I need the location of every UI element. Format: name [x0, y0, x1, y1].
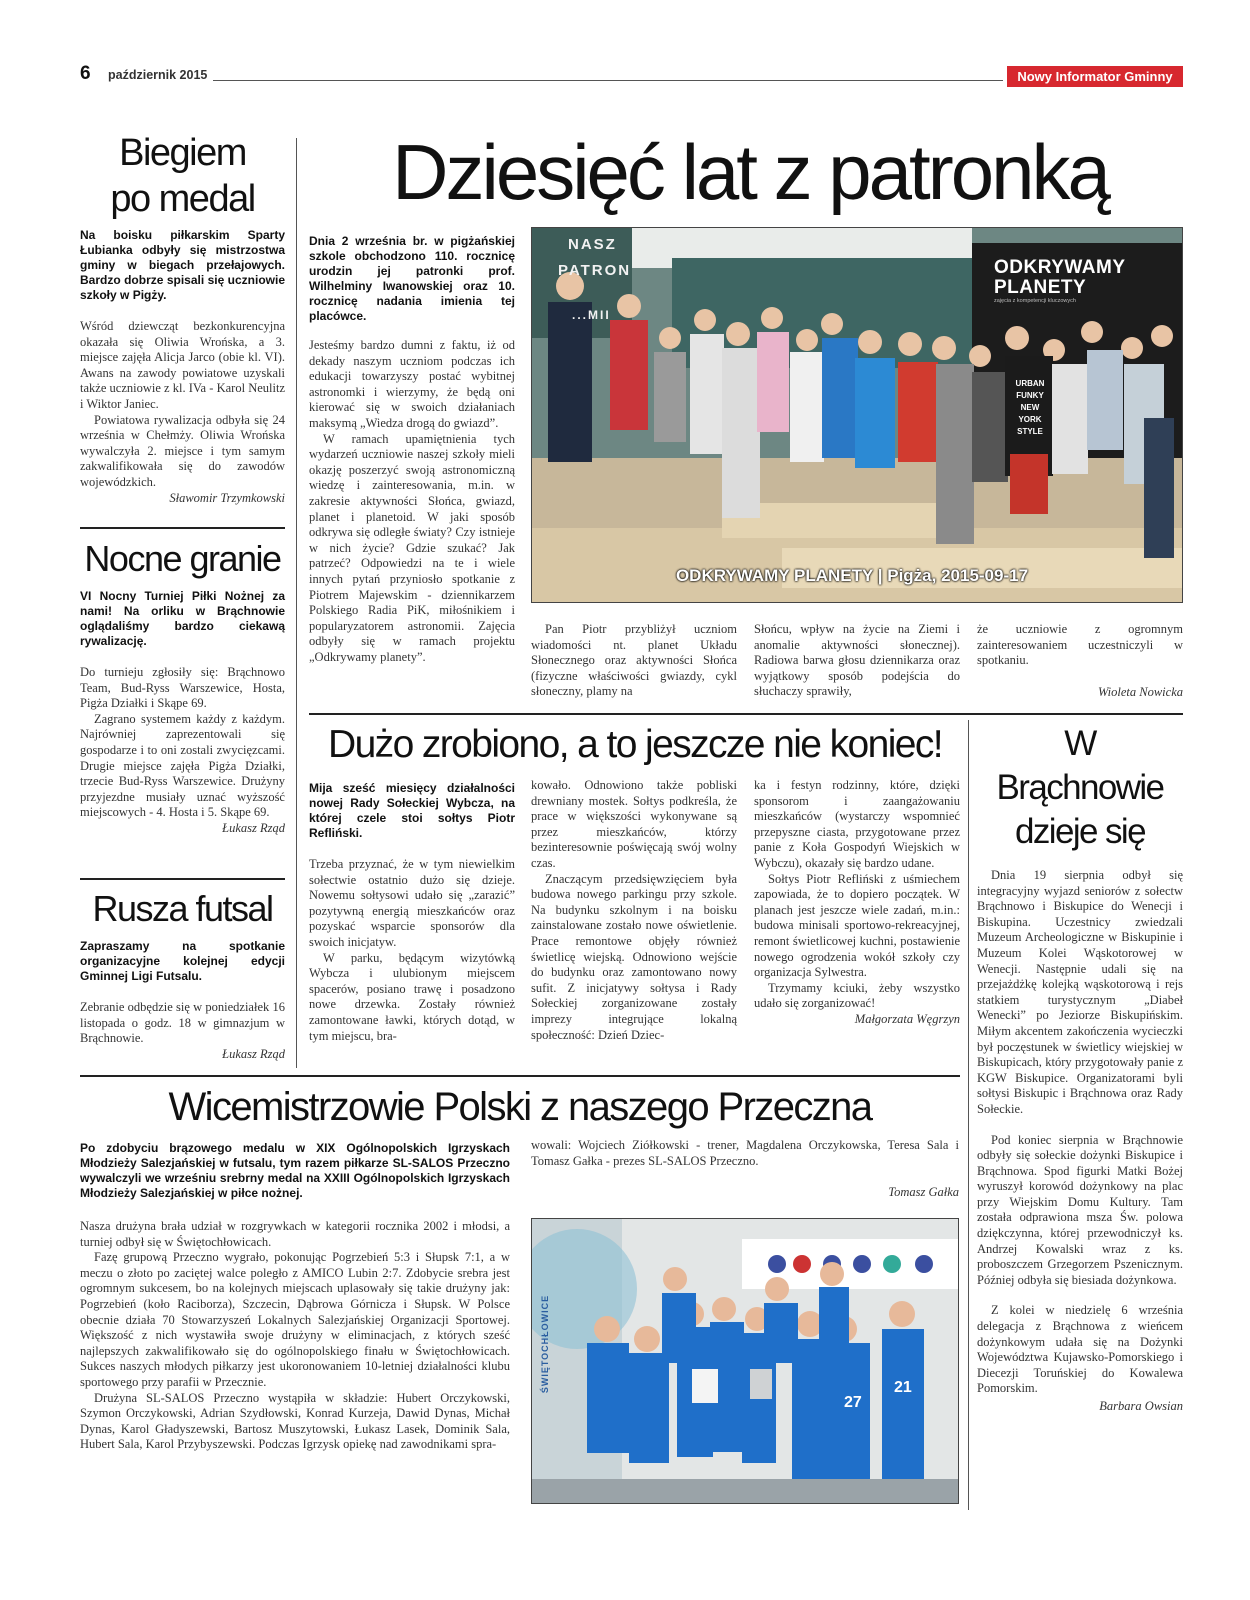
title-line: po medal — [110, 178, 255, 220]
article-wicemistrz-col1 — [80, 1141, 510, 1453]
jersey-number: 27 — [844, 1394, 862, 1411]
article-body — [977, 868, 1183, 1397]
page-number: 6 — [80, 63, 91, 84]
page-header — [80, 63, 1183, 88]
board-text-nasz: NASZ — [568, 236, 617, 253]
section-divider — [80, 878, 285, 880]
paragraph: Nasza drużyna brała udział w rozgrywkach w kategorii rocznika 2002 i młodsi, a turniej odbył się w Świętochłowicach. — [80, 1219, 510, 1249]
author-signature: Sławomir Trzymkowski — [169, 490, 285, 505]
article-lead: Zapraszamy na spotkanie organizacyjne kolejnej edycji Gminnej Ligi Futsalu. — [80, 939, 285, 983]
shirt-print — [1010, 378, 1050, 438]
author-signature: Łukasz Rząd — [222, 1046, 285, 1061]
author-signature: Tomasz Gałka — [888, 1185, 959, 1200]
article-title: Rusza futsal — [92, 888, 273, 929]
paragraph: ka i festyn rodzinny, które, dzięki sponsorom i zaangażowaniu mieszkańców (wystarczy wspomnieć przepyszne ciasta, przygotowane przez panie z Koła Gospodyń Wiejskich w Wybczu), okazały się bardzo udane. — [754, 778, 960, 870]
paragraph: Zagrano systemem każdy z każdym. Najrówniej zaprezentowali się gospodarze i to oni zostali zwycięzcami. Drugie miejsce zajęła Pigża Działki, trzecie Bud-Ryss Warszewice. Drużyny przyjezdne musiały uznać wyższość miejscowych - 4. Hosta i 5. Skąpe 69. — [80, 711, 285, 820]
header-rule — [213, 80, 1003, 81]
team-photo-illustration — [532, 1219, 959, 1504]
column-divider — [296, 138, 297, 1068]
article-title — [80, 130, 285, 222]
banner-line: ODKRYWAMY — [994, 257, 1126, 278]
brand-name: Nowy Informator Gminny — [1017, 69, 1173, 84]
article-lead: Dnia 2 września br. w pigżańskiej szkole obchodzono 110. rocznicę urodzin jej patronki prof. Wilhelminy Iwanowskiej oraz 10. rocznicę nadania imienia tej placówce. — [309, 234, 515, 323]
article-title — [977, 722, 1183, 854]
shirt-line: URBAN — [1015, 379, 1045, 388]
paragraph: wowali: Wojciech Ziółkowski - trener, Magdalena Orczykowska, Teresa Sala i Tomasz Gałka - prezes SL-SALOS Przeczno. — [531, 1138, 959, 1168]
banner-line: PLANETY — [994, 277, 1087, 298]
article-lead: Mija sześć miesięcy działalności nowej Rady Sołeckiej Wybcza, na której czele stoi sołtys Piotr Refliński. — [309, 781, 515, 840]
article-body — [80, 665, 285, 821]
classroom-photo — [531, 227, 1183, 603]
shirt-line: FUNKY — [1016, 391, 1044, 400]
paragraph: Dnia 19 sierpnia odbył się integracyjny wyjazd seniorów z sołectw Brąchnowo i Biskupice do Wenecji i Biskupina. Uczestnicy zwiedzali Muzeum Archeologiczne w Biskupinie i Muzeum Kolei Wąskotorowej w Wenecji. Następnie udali się na przejażdżkę kolejką wąskotorową i rejs statkiem turystycznym „Diabeł Wenecki” po Jeziorze Biskupińskim. Miłym akcentem zakończenia wycieczki był poczęstunek w świetlicy wiejskiej w Biskupicach, który przygotowały panie z KGW Biskupice. Organizatorami byli sołtysi Biskupic i Brąchnowa oraz Rady Sołeckie. — [977, 868, 1183, 1116]
banner-odkrywamy — [994, 258, 1126, 304]
section-divider — [80, 1075, 960, 1077]
article-body — [80, 319, 285, 491]
paragraph: Jesteśmy bardzo dumni z faktu, iż od dekady naszym uczniom podczas ich edukacji towarzyszy postać wybitnej astronomki i wierzymy, że będą oni kierować się w swoich działaniach maksymą „Wiedza drogą do gwiazd”. — [309, 338, 515, 430]
article-title: Dużo zrobiono, a to jeszcze nie koniec! — [328, 723, 942, 766]
article-title: Nocne granie — [84, 538, 281, 579]
paragraph: Wśród dziewcząt bezkonkurencyjna okazała się Oliwia Wrońska, a 3. miejsce zajęła Alicja Jarco (obie kl. VI). Awans na zawody powiatowe uzyskali także uczniowie z kl. IVa - Karol Neulitz i Wiktor Janiec. — [80, 319, 285, 411]
jersey-number: 21 — [894, 1379, 912, 1396]
paragraph: Słońcu, wpływ na życie na Ziemi i anomalie aktywności słonecznej). Radiowa barwa głosu dziennikarza oraz wyjątkowy sposób podejścia do słuchaczy sprawiły, — [754, 622, 960, 699]
article-body — [80, 1000, 285, 1047]
title-line: Biegiem — [119, 132, 246, 174]
banner-subline: zajęcia z kompetencji kluczowych — [994, 298, 1076, 304]
brand-box — [1007, 66, 1183, 87]
paragraph: Sołtys Piotr Refliński z uśmiechem zapowiada, że to dopiero początek. W planach jest jeszcze wiele zadań, m.in.: budowa minisali sportowo-rekreacyjnej, remont świetlicowej kuchni, postawienie nowego ogrodzenia wokół szkoły czy organizacja Sylwestra. — [754, 871, 960, 980]
article-lead: Po zdobyciu brązowego medalu w XIX Ogólnopolskich Igrzyskach Młodzieży Salezjańskiej w futsalu, tym razem piłkarze SL-SALOS Przeczno wywalczyli we wrześniu srebrny medal na XXIII Ogólnopolskich Igrzyskach Młodzieży Salezjańskiej w piłce nożnej. — [80, 1141, 510, 1200]
paragraph: Drużyna SL-SALOS Przeczno wystąpiła w składzie: Hubert Orczykowski, Szymon Orczykowski, Adrian Szydłowski, Konrad Kurzeja, Dawid Dynas, Michał Dynas, Karol Gładyszewski, Bartosz Muszytowski, Łukasz Lasek, Dominik Sala, Hubert Sala, Karol Przybyszewski. Podczas Igrzysk opiekę nad zawodnikami spra- — [80, 1390, 510, 1452]
article-body — [309, 857, 515, 1044]
paragraph: Powiatowa rywalizacja odbyła się 24 września w Chełmży. Oliwia Wrońska wywalczyła 2. miejsce i tym samym zakwalifikowała się do zawodów wojewódzkich. — [80, 412, 285, 489]
issue-date: październik 2015 — [108, 68, 208, 82]
paragraph: Do turnieju zgłosiły się: Brąchnowo Team, Bud-Ryss Warszewice, Hosta, Pigża Działki i Skąpe 69. — [80, 665, 285, 711]
author-signature: Łukasz Rząd — [222, 820, 285, 835]
board-text-mii: ...MII — [572, 308, 611, 322]
paragraph: Pan Piotr przybliżył uczniom wiadomości nt. planet Układu Słonecznego oraz aktywności Słońca (fizyczne właściwości gwiazdy, cykl słoneczny, plamy na — [531, 622, 737, 699]
article-brachnowie — [977, 722, 1183, 1414]
article-title: Wicemistrzowie Polski z naszego Przeczna — [168, 1085, 872, 1129]
paragraph: W ramach upamiętnienia tych wydarzeń uczniowie naszej szkoły mieli okazję poszerzyć swoją astronomiczną wiedzę i zainteresowania, m.in. w zakresie aktywności Słońca, gwiazd, planet i planetoid. W jaki sposób odkrywa się odległe światy? Czy istnieje w nich życie? Gdzie szukać? Jak patrzeć? Odpowiedzi na te i wiele innych pytań przyniosło spotkanie z Piotrem Majewskim - dziennikarzem Polskiego Radia PiK, miłośnikiem i popularyzatorem astronomii. Zajęcia odbyły się w ramach projektu „Odkrywamy planety”. — [309, 431, 515, 664]
article-patronka-col1 — [309, 234, 515, 665]
article-duzo-col3 — [754, 778, 960, 1027]
article-futsal — [80, 887, 285, 1062]
paragraph: Pod koniec sierpnia w Brąchnowie odbyły się sołeckie dożynki Biskupice i Brąchnowa. Spod figurki Matki Bożej wyruszył korowód dożynkowy na plac przy Wiejskim Domu Kultury. Tam została odprawiona msza Św. polowa dziękczynna, której przewodniczył ks. Andrzej Kowalski wraz z ks. proboszczem Grzegorzem Pszenicznym. Później odbyła się biesiada dożynkowa. — [977, 1132, 1183, 1287]
paragraph: Trzymamy kciuki, żeby wszystko udało się zorganizować! — [754, 980, 960, 1011]
article-patronka-col4 — [977, 622, 1183, 700]
article-lead: VI Nocny Turniej Piłki Nożnej za nami! Na orliku w Brąchnowie oglądaliśmy bardzo ciekawą rywalizację. — [80, 589, 285, 648]
title-line: dzieje się — [1015, 812, 1145, 851]
section-divider — [309, 713, 1183, 715]
team-photo — [531, 1218, 959, 1504]
paragraph: Trzeba przyznać, że w tym niewielkim sołectwie ostatnio dużo się dzieje. Nowemu sołtysowi udało się „zarazić” pozytywną energią mieszkańców oraz pozyskać wsparcie sponsorów dla swoich inicjatyw. — [309, 857, 515, 949]
author-signature: Wioleta Nowicka — [1097, 684, 1183, 699]
author-signature: Małgorzata Węgrzyn — [854, 1011, 960, 1026]
article-duzo-col1 — [309, 781, 515, 1044]
article-duzo-col2 — [531, 778, 737, 1043]
event-banner-text: ŚWIĘTOCHŁOWICE — [540, 1294, 551, 1394]
article-body — [309, 338, 515, 665]
paragraph: Zebranie odbędzie się w poniedziałek 16 listopada o godz. 18 w gimnazjum w Brąchnowie. — [80, 1000, 285, 1046]
column-divider — [968, 720, 969, 1510]
title-line: W Brąchnowie — [996, 724, 1164, 807]
article-patronka-col2 — [531, 622, 737, 700]
article-nocne — [80, 537, 285, 836]
article-body — [80, 1219, 510, 1453]
paragraph: Z kolei w niedzielę 6 września delegacja z Brąchnowa z wieńcem dożynkowym udała się na Dożynki Województwa Kujawsko-Pomorskiego i Diecezji Toruńskiej do Kowalewa Pomorskim. — [977, 1303, 1183, 1396]
article-wicemistrz-col2 — [531, 1138, 959, 1200]
paragraph: że uczniowie z ogromnym zainteresowaniem uczestniczyli w spotkaniu. — [977, 622, 1183, 668]
article-patronka-col3 — [754, 622, 960, 700]
article-biegiem — [80, 130, 285, 506]
paragraph: Fazę grupową Przeczno wygrało, pokonując Pogrzebień 5:3 i Słupsk 7:1, a w meczu o złoto po zaciętej walce poległo z AMICO Lubin 2:7. Zdobycie srebra jest ogromnym sukcesem, bo na kolejnych miejscach uplasowały się takie drużyny jak: Pogrzebień (koło Raciborza), Szczecin, Dąbrowa Górnicza i Słupsk. W Polsce obecnie działa 70 Stowarzyszeń Lokalnych Salezjańskiej Organizacji Sportowej. Większość z nich wystawiła swoje drużyny w eliminacjach, z których sześć najlepszych zakwalifikowało się do ogólnopolskiego finału w Świętochłowicach. Sukces naszych młodych piłkarzy jest ukoronowaniem 10-letniej działalności klubu sportowego przy parafii w Przecznie. — [80, 1250, 510, 1389]
shirt-line: NEW YORK — [1018, 403, 1042, 424]
shirt-line: STYLE — [1017, 427, 1043, 436]
paragraph: W parku, będącym wizytówką Wybcza i ulubionym miejscem spacerów, posiano trawę i posadzono nowe drzewka. Zostały również zamontowane ławki, których dotąd, w tym miejscu, bra- — [309, 950, 515, 1043]
author-signature: Barbara Owsian — [1099, 1399, 1183, 1413]
paragraph: Znaczącym przedsięwzięciem była budowa nowego parkingu przy szkole. Na budynku szkolnym i na boisku zainstalowane zostało nowe oświetlenie. Prace remontowe objęły również świetlicę wiejską. Odnowiono wejście do budynku oraz zamontowano nowy sufit. Z inicjatywy sołtysa i Rady Sołeckiej zorganizowane zostały imprezy integrujące lokalną społeczność: Dzień Dziec- — [531, 871, 737, 1042]
main-headline: Dziesięć lat z patronką — [392, 128, 1108, 216]
article-lead: Na boisku piłkarskim Sparty Łubianka odbyły się mistrzostwa gminy w biegach przełajowych. Bardzo dobrze spisali się uczniowie szkoły w Pigży. — [80, 228, 285, 302]
paragraph: kowało. Odnowiono także pobliski drewniany mostek. Sołtys podkreśla, że prace w większości wykonywane są przez mieszkańców, którzy bezinteresownie poświęcają swój wolny czas. — [531, 778, 737, 870]
section-divider — [80, 527, 285, 529]
photo-caption-overlay: ODKRYWAMY PLANETY | Pigża, 2015-09-17 — [675, 566, 1029, 585]
board-text-patron: PATRON — [558, 262, 632, 279]
